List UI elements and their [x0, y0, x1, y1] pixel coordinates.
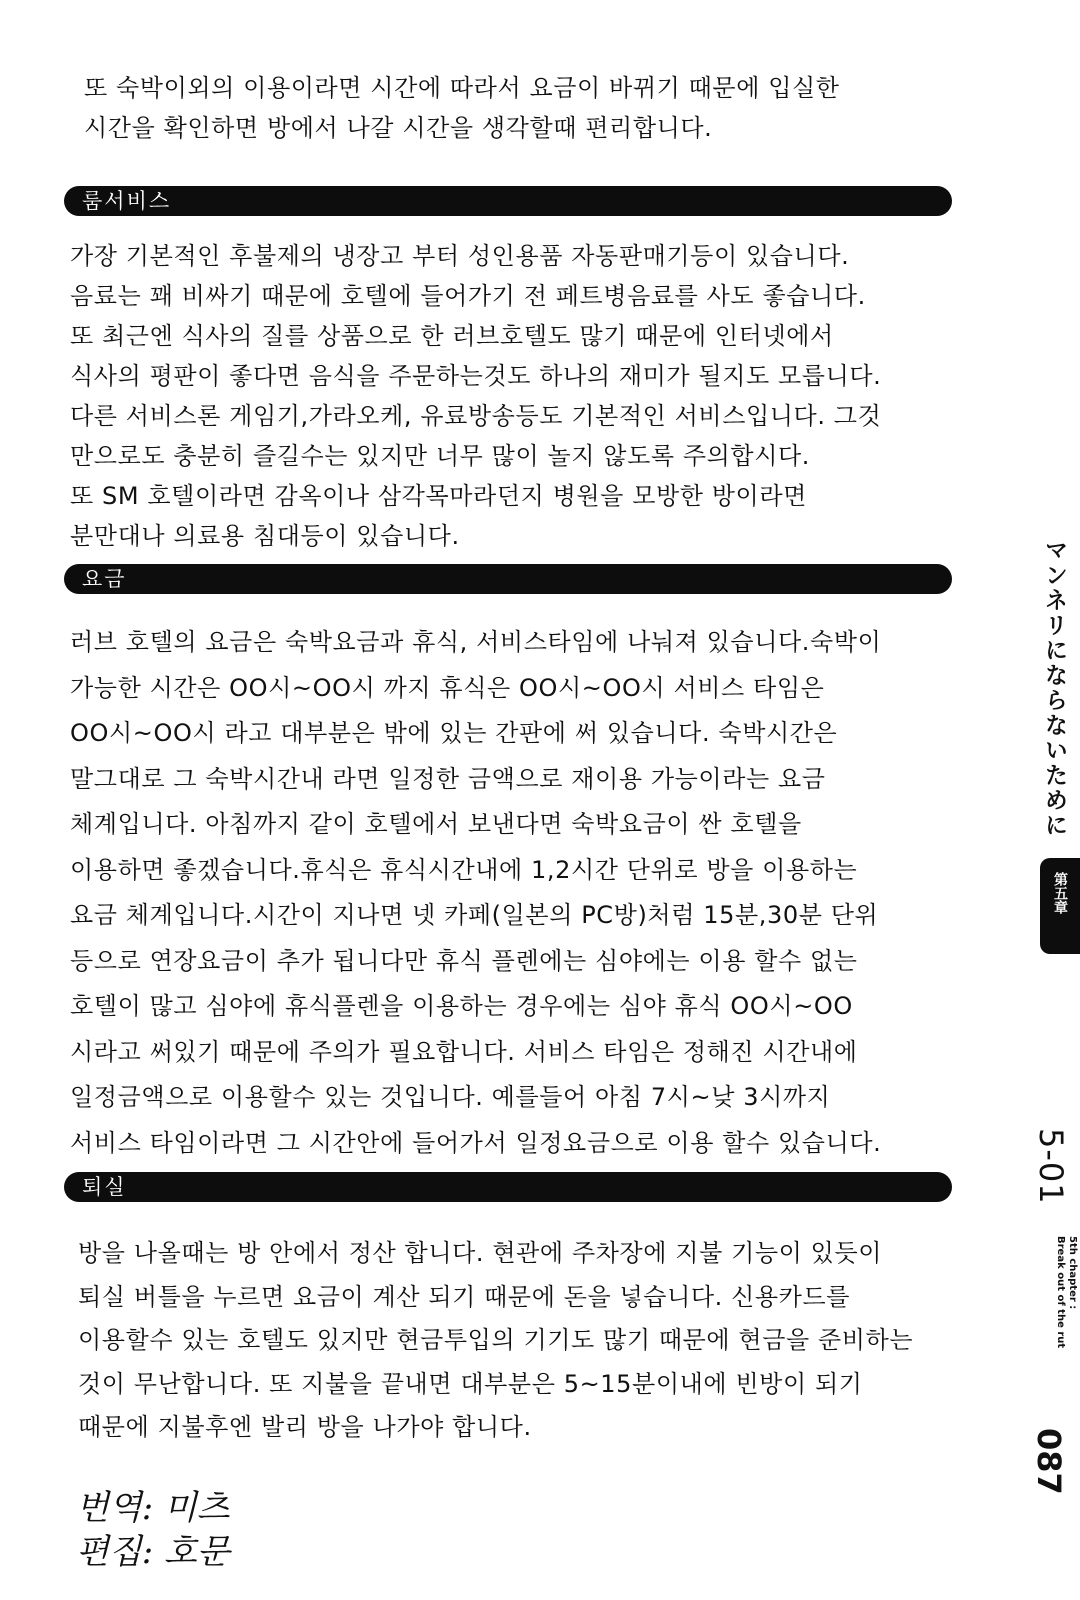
chapter-tab-label: 第五章 — [1052, 872, 1068, 914]
section-heading-bar — [64, 1172, 952, 1202]
section-number: 5-01 — [1032, 1128, 1070, 1205]
text-line: 가장 기본적인 후불제의 냉장고 부터 성인용품 자동판매기등이 있습니다. — [70, 242, 850, 270]
section-heading: 퇴실 — [82, 1175, 127, 1199]
chapter-tab — [1040, 858, 1080, 954]
text-line: 체계입니다. 아침까지 같이 호텔에서 보낸다면 숙박요금이 싼 호텔을 — [70, 810, 802, 838]
page-number: 087 — [1030, 1428, 1068, 1495]
checkout-paragraph — [78, 1232, 913, 1450]
section-english-line: Break out of the rut — [1055, 1236, 1066, 1349]
text-line: 시간을 확인하면 방에서 나갈 시간을 생각할때 편리합니다. — [84, 114, 713, 142]
section-heading-bar — [64, 564, 952, 594]
translation-credit: 번역: 미츠 — [76, 1488, 230, 1528]
section-heading: 룸서비스 — [82, 189, 172, 213]
text-line: 등으로 연장요금이 추가 됩니다만 휴식 플렌에는 심야에는 이용 할수 없는 — [70, 946, 858, 975]
text-line: 일정금액으로 이용할수 있는 것입니다. 예를들어 아침 7시~낮 3시까지 — [70, 1083, 831, 1111]
text-line: 것이 무난합니다. 또 지불을 끝내면 대부분은 5~15분이내에 빈방이 되기 — [78, 1369, 863, 1398]
text-line: 이용하면 좋겠습니다.휴식은 휴식시간내에 1,2시간 단위로 방을 이용하는 — [70, 855, 858, 884]
section-english-line: 5th chapter : — [1067, 1236, 1078, 1310]
text-line: 시라고 써있기 때문에 주의가 필요합니다. 서비스 타임은 정해진 시간내에 — [70, 1037, 858, 1066]
text-line: 퇴실 버틀을 누르면 요금이 계산 되기 때문에 돈을 넣습니다. 신용카드를 — [78, 1282, 851, 1311]
section-heading: 요금 — [82, 567, 127, 591]
text-line: 방을 나올때는 방 안에서 정산 합니다. 현관에 주차장에 지불 기능이 있듯이 — [78, 1239, 883, 1267]
text-line: 다른 서비스론 게임기,가라오케, 유료방송등도 기본적인 서비스입니다. 그것 — [70, 402, 882, 430]
text-line: 만으로도 충분히 즐길수는 있지만 너무 많이 놀지 않도록 주의합시다. — [70, 442, 811, 470]
text-line: 분만대나 의료용 침대등이 있습니다. — [70, 522, 460, 550]
text-line: 호텔이 많고 심야에 휴식플렌을 이용하는 경우에는 심야 휴식 OO시~OO — [70, 992, 853, 1020]
text-line: 이용할수 있는 호텔도 있지만 현금투입의 기기도 많기 때문에 현금을 준비하는 — [78, 1326, 914, 1354]
text-line: 가능한 시간은 OO시~OO시 까지 휴식은 OO시~OO시 서비스 타임은 — [70, 673, 825, 702]
editing-credit: 편집: 호문 — [76, 1532, 230, 1572]
text-line: 말그대로 그 숙박시간내 라면 일정한 금액으로 재이용 가능이라는 요금 — [70, 764, 826, 793]
text-line: 러브 호텔의 요금은 숙박요금과 휴식, 서비스타임에 나눠져 있습니다.숙박이 — [70, 628, 882, 656]
text-line: 또 최근엔 식사의 질를 상품으로 한 러브호텔도 많기 때문에 인터넷에서 — [70, 322, 834, 350]
intro-paragraph — [84, 68, 840, 148]
text-line: 음료는 꽤 비싸기 때문에 호텔에 들어가기 전 페트병음료를 사도 좋습니다. — [70, 282, 866, 310]
section-english-caption — [1054, 1236, 1078, 1348]
text-line: OO시~OO시 라고 대부분은 밖에 있는 간판에 써 있습니다. 숙박시간은 — [70, 719, 838, 747]
text-line: 때문에 지불후엔 발리 방을 나가야 합니다. — [78, 1413, 532, 1441]
text-line: 서비스 타임이라면 그 시간안에 들어가서 일정요금으로 이용 할수 있습니다. — [70, 1128, 882, 1157]
text-line: 또 숙박이외의 이용이라면 시간에 따라서 요금이 바뀌기 때문에 입실한 — [84, 74, 840, 102]
chapter-vertical-title: マンネリにならないために — [1041, 538, 1067, 838]
section-heading-bar — [64, 186, 952, 216]
text-line: 식사의 평판이 좋다면 음식을 주문하는것도 하나의 재미가 될지도 모릅니다. — [70, 362, 882, 390]
fees-paragraph — [70, 620, 881, 1166]
text-line: 또 SM 호텔이라면 감옥이나 삼각목마라던지 병원을 모방한 방이라면 — [70, 482, 807, 510]
text-line: 요금 체계입니다.시간이 지나면 넷 카페(일본의 PC방)처럼 15분,30분 단위 — [70, 901, 879, 929]
room-service-paragraph — [70, 236, 881, 556]
